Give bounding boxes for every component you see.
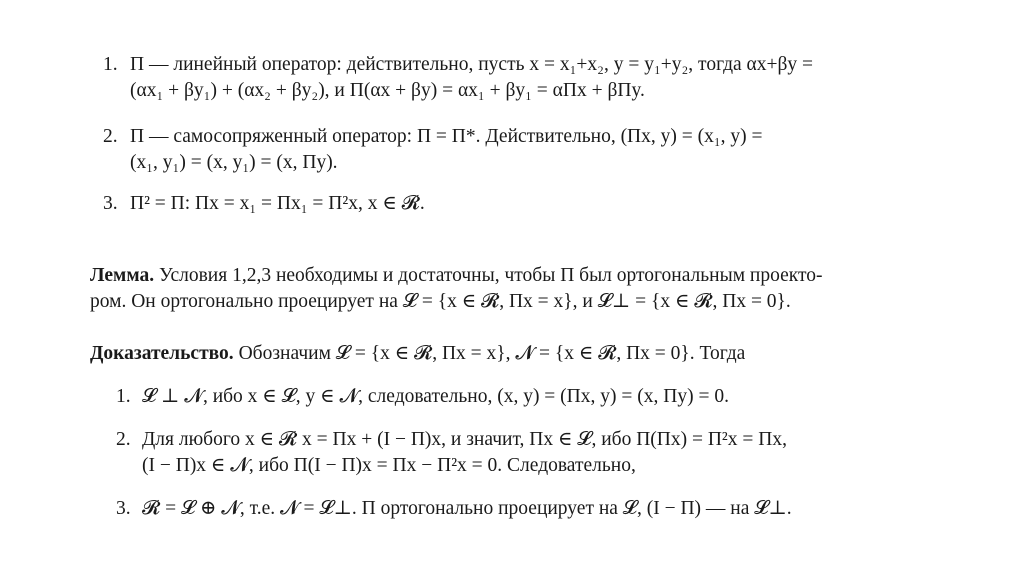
list-1-item-3-line-1: Π² = Π: Πx = x₁ = Πx₁ = Π²x, x ∈ 𝓡. (130, 193, 425, 214)
list-2-item-1-number: 1. (116, 386, 131, 407)
list-1-item-1-line-2: (αx₁ + βy₁) + (αx₂ + βy₂), и Π(αx + βy) = αx₁ + βy₁ = αΠx + βΠy. (130, 80, 645, 101)
proof-line-1 (90, 342, 745, 366)
proof-text-1: Обозначим 𝓛 = {x ∈ 𝓡, Πx = x}, 𝓝 = {x ∈ 𝓡, Πx = 0}. Тогда (233, 343, 746, 364)
list-1-item-3-number: 3. (103, 193, 118, 214)
list-1-item-2-line-1: Π — самосопряженный оператор: Π = Π*. Действительно, (Πx, y) = (x₁, y) = (130, 126, 763, 147)
list-1-item-2-line-2: (x₁, y₁) = (x, y₁) = (x, Πy). (130, 152, 338, 173)
lemma-text-1: Условия 1,2,3 необходимы и достаточны, чтобы Π был ортогональным проекто- (154, 265, 823, 286)
proof-label: Доказательство. (90, 343, 234, 364)
list-2-item-1-line-1: 𝓛 ⊥ 𝓝, ибо x ∈ 𝓛, y ∈ 𝓝, следовательно, (x, y) = (Πx, y) = (x, Πy) = 0. (142, 386, 729, 407)
list-1-item-1-line-1: Π — линейный оператор: действительно, пусть x = x₁+x₂, y = y₁+y₂, тогда αx+βy = (130, 54, 814, 75)
list-1-item-1-number: 1. (103, 54, 118, 75)
list-2-item-2-number: 2. (116, 429, 131, 450)
lemma-line-2: ром. Он ортогонально проецирует на 𝓛 = {x ∈ 𝓡, Πx = x}, и 𝓛⊥ = {x ∈ 𝓡, Πx = 0}. (90, 291, 791, 312)
list-2-item-2-line-2: (I − Π)x ∈ 𝓝, ибо Π(I − Π)x = Πx − Π²x = 0. Следовательно, (142, 455, 636, 476)
lemma-label: Лемма. (90, 265, 155, 286)
lemma-line-1 (90, 264, 823, 288)
list-2-item-3-line-1: 𝓡 = 𝓛 ⊕ 𝓝, т.е. 𝓝 = 𝓛⊥. Π ортогонально проецирует на 𝓛, (I − Π) — на 𝓛⊥. (142, 498, 792, 519)
list-1-item-2-number: 2. (103, 126, 118, 147)
list-2-item-3-number: 3. (116, 498, 131, 519)
list-2-item-2-line-1: Для любого x ∈ 𝓡 x = Πx + (I − Π)x, и значит, Πx ∈ 𝓛, ибо Π(Πx) = Π²x = Πx, (142, 429, 787, 450)
